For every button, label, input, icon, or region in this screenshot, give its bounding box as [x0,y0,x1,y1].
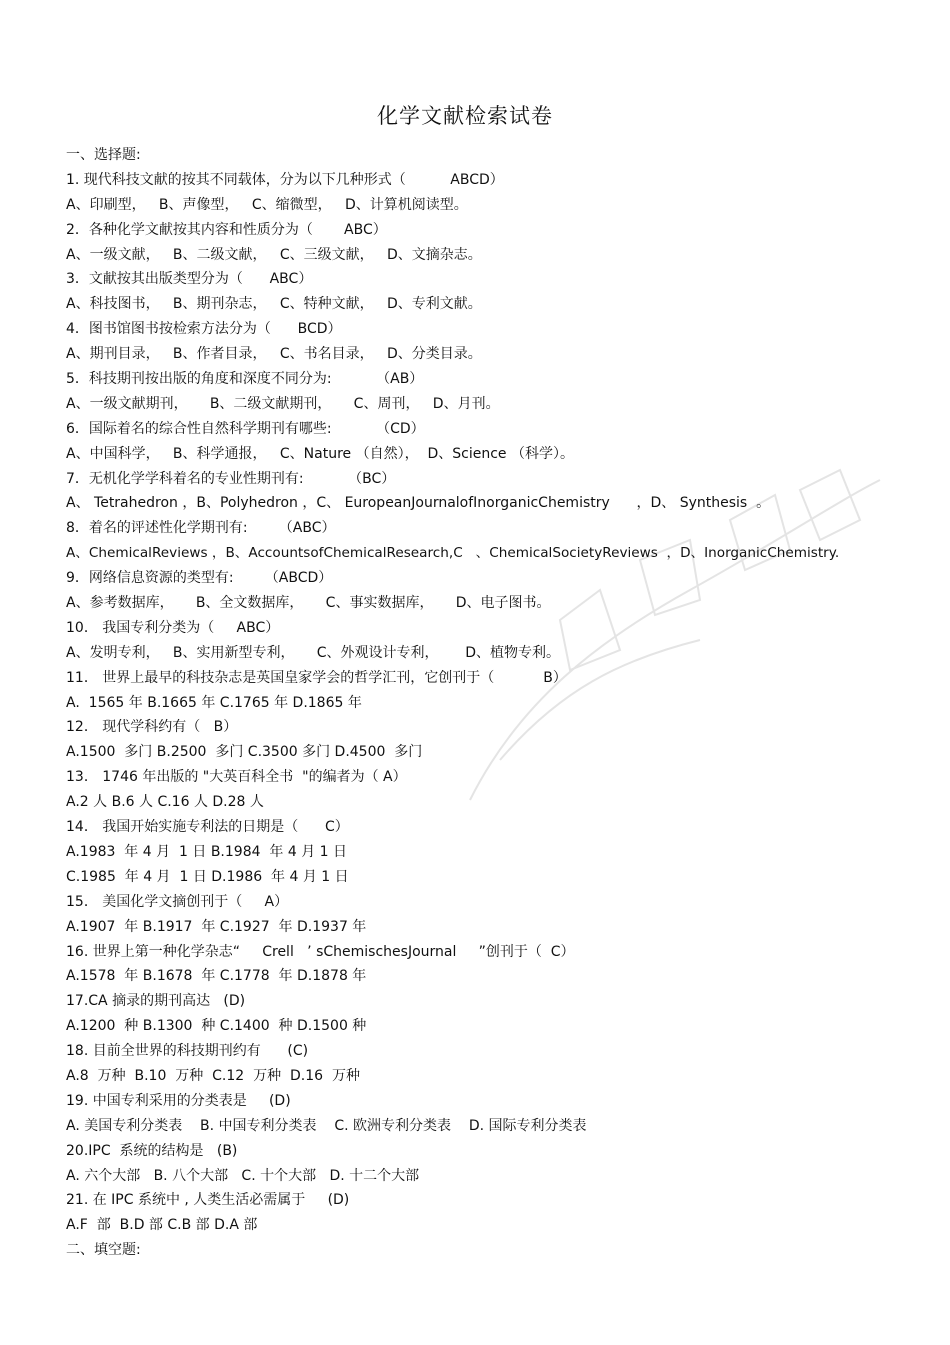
options-line: A、发明专利， B、实用新型专利， C、外观设计专利， D、植物专利。 [66,644,561,661]
options-line: A. 六个大部 B. 八个大部 C. 十个大部 D. 十二个大部 [66,1167,420,1184]
options-line: A. 美国专利分类表 B. 中国专利分类表 C. 欧洲专利分类表 D. 国际专利分类表 [66,1117,587,1134]
options-line: A、参考数据库， B、全文数据库， C、事实数据库， D、电子图书。 [66,595,551,612]
options-line: A、 Tetrahedron ，B、Polyhedron ，C、 EuropeanJournalofInorganicChemistry ，D、 Synthesis 。 [66,495,771,512]
question-line: 12． 现代学科约有（ B） [66,719,238,736]
question-list [66,143,926,1263]
question-line: 4．图书馆图书按检索方法分为（ BCD） [66,321,342,338]
page-title: 化学文献检索试卷 [377,104,553,128]
question-line: 11． 世界上最早的科技杂志是英国皇家学会的哲学汇刊，它创刊于（ B） [66,669,567,686]
options-line: A.F 部 B.D 部 C.B 部 D.A 部 [66,1217,258,1234]
options-line: A、一级文献期刊， B、二级文献期刊， C、周刊， D、月刊。 [66,395,500,412]
options-line: A、一级文献， B、二级文献， C、三级文献， D、文摘杂志。 [66,246,482,263]
question-line: 6．国际着名的综合性自然科学期刊有哪些: （CD） [66,420,425,437]
options-line: A.1500 多门 B.2500 多门 C.3500 多门 D.4500 多门 [66,744,423,761]
options-line: A.8 万种 B.10 万种 C.12 万种 D.16 万种 [66,1067,360,1084]
question-line: 19. 中国专利采用的分类表是 (D) [66,1092,291,1109]
question-line: 8．着名的评述性化学期刊有: （ABC） [66,520,336,537]
options-line: A.1983 年 4 月 1 日 B.1984 年 4 月 1 日 [66,843,348,860]
question-line: 2．各种化学文献按其内容和性质分为（ ABC） [66,221,387,238]
question-line: 18. 目前全世界的科技期刊约有 (C) [66,1043,309,1060]
section-heading: 二、填空题: [66,1242,141,1259]
question-line: 13． 1746 年出版的 "大英百科全书 "的编者为（ A） [66,769,407,786]
question-line: 7．无机化学学科着名的专业性期刊有: （BC） [66,470,396,487]
options-line: A、中国科学， B、科学通报， C、Nature （自然）， D、Science （科学）。 [66,445,574,462]
options-line: A、科技图书， B、期刊杂志， C、特种文献， D、专利文献。 [66,296,482,313]
options-line: C.1985 年 4 月 1 日 D.1986 年 4 月 1 日 [66,868,349,885]
question-line: 10． 我国专利分类为（ ABC） [66,619,280,636]
question-line: 16. 世界上第一种化学杂志“ Crell ’ sChemischesJournal ”创刊于（ C） [66,943,575,960]
options-line: A、ChemicalReviews ，B、AccountsofChemicalResearch,C 、ChemicalSocietyReviews ，D、InorganicChemistry. [66,545,840,562]
question-line: 17.CA 摘录的期刊高达 (D) [66,993,246,1010]
options-line: A.1200 种 B.1300 种 C.1400 种 D.1500 种 [66,1018,367,1035]
question-line: 1. 现代科技文献的按其不同载体，分为以下几种形式（ ABCD） [66,171,504,188]
question-line: 3．文献按其出版类型分为（ ABC） [66,271,313,288]
options-line: A.1578 年 B.1678 年 C.1778 年 D.1878 年 [66,968,367,985]
options-line: A、期刊目录， B、作者目录， C、书名目录， D、分类目录。 [66,346,482,363]
question-line: 14． 我国开始实施专利法的日期是（ C） [66,819,349,836]
question-line: 5．科技期刊按出版的角度和深度不同分为: （AB） [66,371,424,388]
question-line: 15． 美国化学文摘创刊于（ A） [66,893,289,910]
options-line: A.2 人 B.6 人 C.16 人 D.28 人 [66,794,264,811]
options-line: A、印刷型， B、声像型， C、缩微型， D、计算机阅读型。 [66,196,468,213]
options-line: A. 1565 年 B.1665 年 C.1765 年 D.1865 年 [66,694,362,711]
question-line: 20.IPC 系统的结构是 (B) [66,1142,238,1159]
section-heading: 一、选择题: [66,147,141,163]
question-line: 9．网络信息资源的类型有: （ABCD） [66,570,333,587]
question-line: 21. 在 IPC 系统中 , 人类生活必需属于 (D) [66,1192,350,1209]
options-line: A.1907 年 B.1917 年 C.1927 年 D.1937 年 [66,918,367,935]
